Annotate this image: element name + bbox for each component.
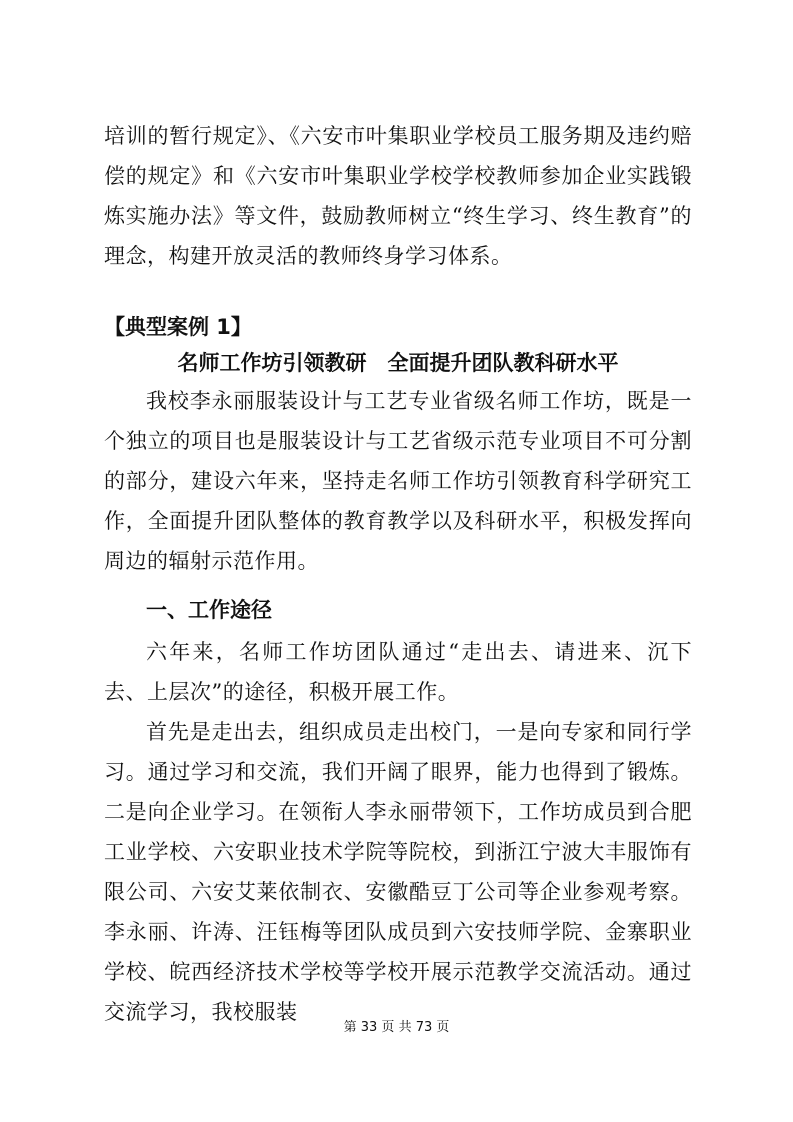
paragraph-3: 首先是走出去，组织成员走出校门，一是向专家和同行学习。通过学习和交流，我们开阔了眼界，能力也得到了锻炼。二是向企业学习。在领衔人李永丽带领下，工作坊成员到合肥工业学校、六安职业技术学院等院校，到浙江宁波大丰服饰有限公司、六安艾莱依制衣、安徽酷豆丁公司等企业参观考察。李永丽、许涛、汪钰梅等团队成员到六安技师学院、金寨职业学校、皖西经济技术学校等学校开展示范教学交流活动。通过交流学习，我校服装: [104, 720, 692, 1024]
intro-paragraph: 培训的暂行规定》、《六安市叶集职业学校员工服务期及违约赔偿的规定》和《六安市叶集职业学校学校教师参加企业实践锻炼实施办法》等文件，鼓励教师树立“终生学习、终生教育”的理念，构建开放灵活的教师终身学习体系。: [104, 124, 692, 268]
page-number: 第 33 页 共 73 页: [343, 1020, 450, 1035]
case-label: 【典型案例 1】: [104, 315, 252, 339]
section-heading: 一、工作途径: [146, 598, 272, 622]
case-title: 名师工作坊引领教研 全面提升团队教科研水平: [177, 351, 619, 375]
paragraph-2: 六年来，名师工作坊团队通过“走出去、请进来、沉下去、上层次”的途径，积极开展工作。: [104, 640, 692, 704]
paragraph-1: 我校李永丽服装设计与工艺专业省级名师工作坊，既是一个独立的项目也是服装设计与工艺省级示范专业项目不可分割的部分，建设六年来，坚持走名师工作坊引领教育科学研究工作，全面提升团队整体的教育教学以及科研水平，积极发挥向周边的辐射示范作用。: [104, 389, 692, 573]
